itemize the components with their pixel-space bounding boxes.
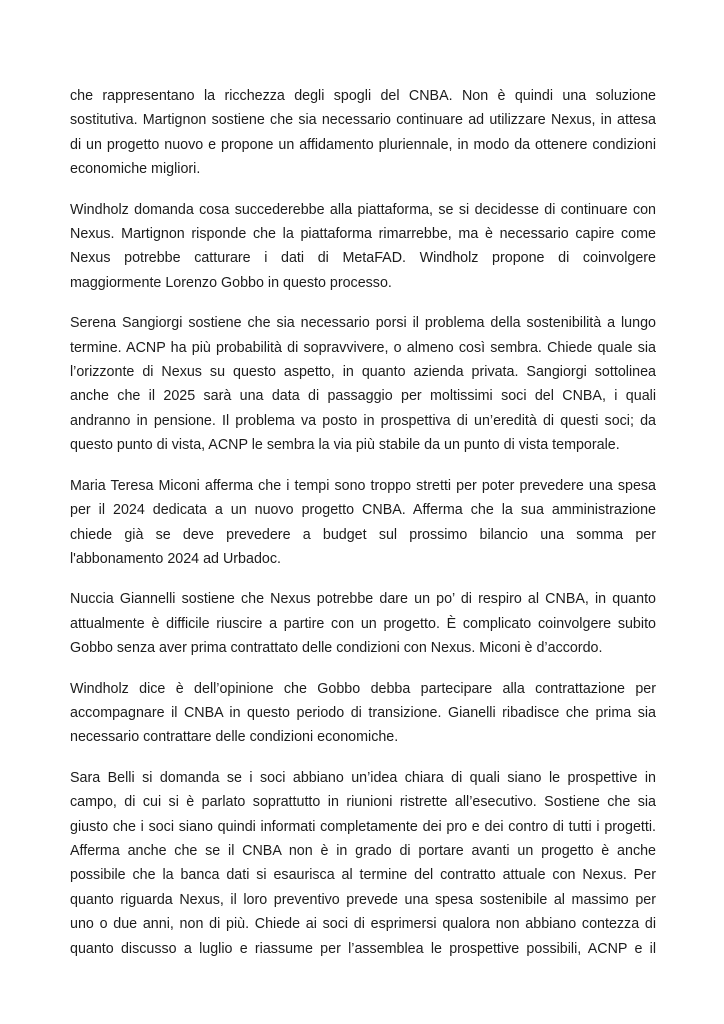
text-line: sostitutiva. Martignon sostiene che sia necessario continuare ad utilizzare Nexus, in attesa	[70, 112, 656, 129]
text-line: Nuccia Giannelli sostiene che Nexus potrebbe dare un po’ di respiro al CNBA, in quanto	[70, 591, 656, 608]
paragraph-4	[70, 474, 656, 572]
text-line: l'abbonamento 2024 ad Urbadoc.	[70, 550, 281, 567]
paragraph-5	[70, 587, 656, 660]
text-line: questo punto di vista, ACNP le sembra la via più stabile da un punto di vista temporale.	[70, 437, 620, 454]
text-line: accompagnare il CNBA in questo periodo di transizione. Gianelli ribadisce che prima sia	[70, 704, 656, 721]
text-line: giusto che i soci siano quindi informati completamente dei pro e dei contro di tutti i progetti.	[70, 818, 656, 835]
text-line: termine. ACNP ha più probabilità di sopravvivere, o almeno così sembra. Chiede quale sia	[70, 339, 656, 356]
text-line: Nexus. Martignon risponde che la piattaforma rimarrebbe, ma è necessario capire come	[70, 226, 656, 243]
text-line: anche che il 2025 sarà una data di passaggio per moltissimi soci del CNBA, i quali	[70, 388, 656, 405]
text-line: uno o due anni, non di più. Chiede ai soci di esprimersi qualora non abbiano contezza di	[70, 916, 656, 933]
text-line: l’orizzonte di Nexus su questo aspetto, in quanto azienda privata. Sangiorgi sottolinea	[70, 364, 656, 381]
text-line: campo, di cui si è parlato soprattutto in riunioni ristrette all’esecutivo. Sostiene che sia	[70, 794, 656, 811]
document-page	[70, 84, 656, 961]
paragraph-2	[70, 198, 656, 296]
text-line: Windholz dice è dell’opinione che Gobbo debba partecipare alla contrattazione per	[70, 680, 656, 697]
paragraph-1	[70, 84, 656, 182]
text-line: Afferma anche che se il CNBA non è in grado di portare avanti un progetto è anche	[70, 842, 656, 859]
text-line: attualmente è difficile riuscire a partire con un progetto. È complicato coinvolgere subito	[70, 615, 656, 632]
text-line: quanto riguarda Nexus, il loro preventivo prevede una spesa sostenibile al massimo per	[70, 891, 656, 908]
text-line: Gobbo senza aver prima contrattato delle condizioni con Nexus. Miconi è d’accordo.	[70, 640, 603, 657]
text-line: quanto discusso a luglio e riassume per l’assemblea le prospettive possibili, ACNP e il	[70, 940, 656, 957]
paragraph-7	[70, 766, 656, 961]
text-line: economiche migliori.	[70, 161, 201, 178]
paragraph-6	[70, 677, 656, 750]
text-line: di un progetto nuovo e propone un affidamento pluriennale, in modo da ottenere condizioni	[70, 136, 656, 153]
text-line: necessario contrattare delle condizioni economiche.	[70, 729, 399, 746]
text-line: Serena Sangiorgi sostiene che sia necessario porsi il problema della sostenibilità a lungo	[70, 315, 656, 332]
text-line: Nexus potrebbe catturare i dati di MetaFAD. Windholz propone di coinvolgere	[70, 250, 656, 267]
text-line: andranno in pensione. Il problema va posto in prospettiva di un’eredità di questi soci; da	[70, 412, 656, 429]
text-line: Windholz domanda cosa succederebbe alla piattaforma, se si decidesse di continuare con	[70, 201, 656, 218]
text-line: che rappresentano la ricchezza degli spogli del CNBA. Non è quindi una soluzione	[70, 88, 656, 104]
paragraph-3	[70, 311, 656, 457]
text-line: chiede già se deve prevedere a budget sul prossimo bilancio una somma per	[70, 526, 656, 543]
text-line: Maria Teresa Miconi afferma che i tempi sono troppo stretti per poter prevedere una spesa	[70, 477, 656, 494]
text-line: per il 2024 dedicata a un nuovo progetto CNBA. Afferma che la sua amministrazione	[70, 502, 656, 519]
text-line: maggiormente Lorenzo Gobbo in questo processo.	[70, 274, 392, 291]
text-line: Sara Belli si domanda se i soci abbiano un’idea chiara di quali siano le prospettive in	[70, 769, 656, 786]
text-line: possibile che la banca dati si esaurisca al termine del contratto attuale con Nexus. Per	[70, 867, 656, 884]
